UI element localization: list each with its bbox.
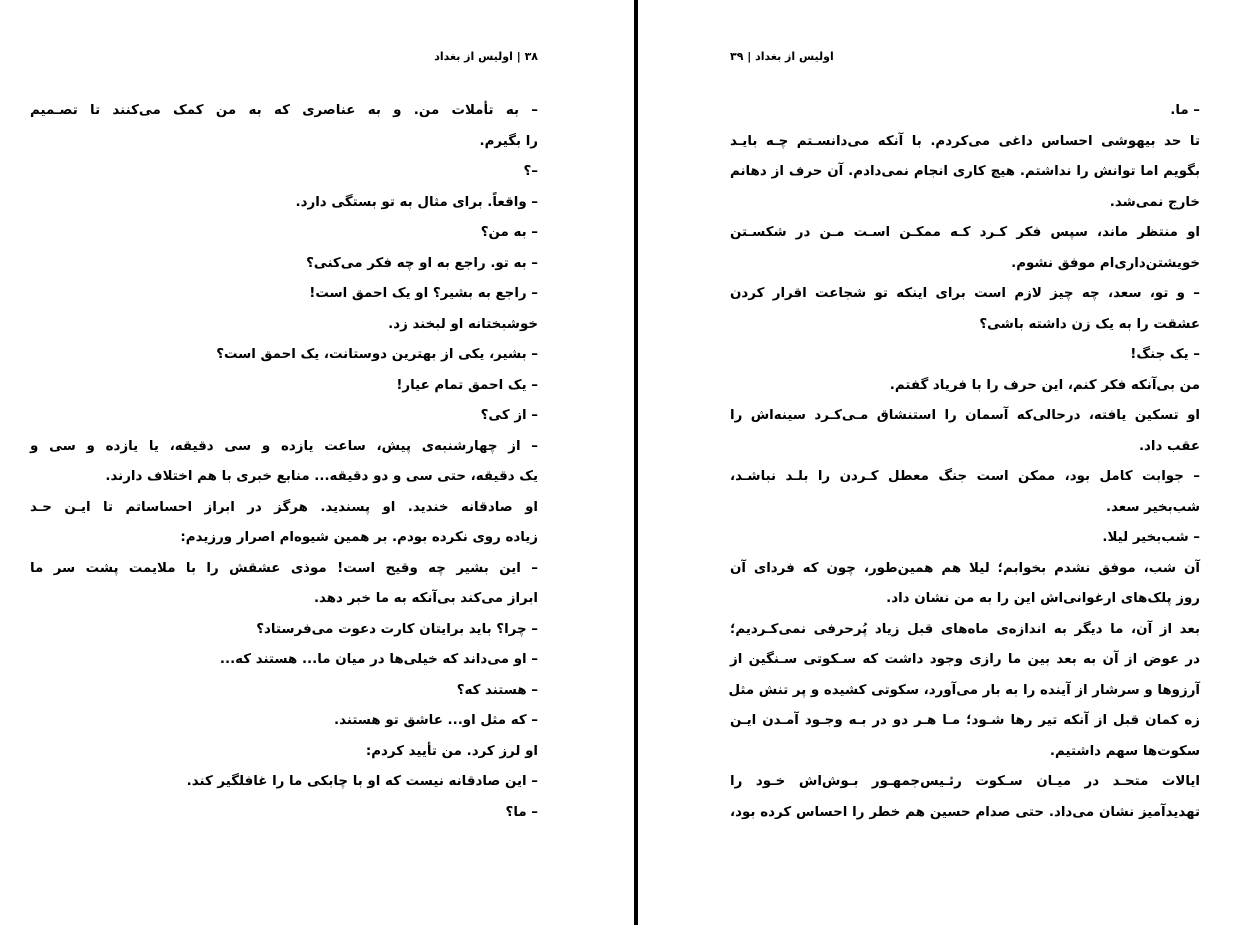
text-line: خوشبختانه او لبخند زد.: [388, 316, 538, 332]
text-line: عشقت را به یک زن داشته باشی؟: [979, 316, 1200, 332]
text-line: – ما.: [1170, 103, 1200, 118]
text-line: ابراز می‌کند بی‌آنکه به ما خبر دهد.: [313, 591, 538, 606]
text-line: او صادقانه خندید. او پسندید. هرگز در ابراز احساساتم تا ایـن حـد: [30, 499, 538, 515]
text-line: خویشتن‌داری‌ام موفق نشوم.: [1011, 255, 1200, 271]
text-line: – به تو. راجع به او چه فکر می‌کنی؟: [306, 255, 538, 271]
text-line: تهدیدآمیز نشان می‌داد. حتی صدام حسین هم خطر را احساس کرده بود،: [730, 804, 1200, 820]
text-line: – جوابت کامل بود، ممکن است جنگ معطل کـردن را بلـد نباشـد،: [730, 469, 1200, 484]
text-line: – به من؟: [480, 225, 538, 240]
text-line: شب‌بخیر سعد.: [1105, 499, 1200, 515]
text-line: را بگیرم.: [479, 133, 538, 149]
book-gutter: [634, 0, 638, 925]
text-line: زیاده روی نکرده بودم. بر همین شیوه‌ام اصرار ورزیدم:: [180, 530, 538, 545]
text-line: خارج نمی‌شد.: [1109, 194, 1200, 210]
text-line: – این صادقانه نیست که او با چابکی ما را غافلگیر کند.: [186, 774, 538, 789]
text-line: – او می‌داند که خیلی‌ها در میان ما... هستند که...: [219, 652, 538, 667]
text-line: سکوت‌ها سهم داشتیم.: [1049, 743, 1200, 759]
text-line: در عوض از آن به بعد بین ما رازی وجود داشت که سـکوتی سـنگین از: [730, 652, 1200, 667]
text-line: – شب‌بخیر لیلا.: [1102, 530, 1200, 545]
text-line: یک دقیقه، حتی سی و دو دقیقه... منابع خبری با هم اختلاف دارند.: [105, 469, 538, 484]
text-line: – چرا؟ باید برایتان کارت دعوت می‌فرستاد؟: [256, 621, 538, 637]
left-page-text: [30, 96, 538, 828]
left-page: [30, 0, 538, 925]
text-line: – و تو، سعد، چه چیز لازم است برای اینکه تو شجاعت اقرار کردن: [730, 286, 1200, 301]
text-line: او تسکین یافته، درحالی‌که آسمان را استنشاق مـی‌کـرد سینه‌اش را: [730, 408, 1200, 423]
text-line: – راجع به بشیر؟ او یک احمق است!: [309, 286, 538, 301]
text-line: تا حد بیهوشی احساس داغی می‌کردم. با آنکه می‌دانسـتم چـه بایـد: [730, 133, 1200, 149]
text-line: – از کی؟: [480, 408, 538, 423]
text-line: – یک جنگ!: [1130, 347, 1200, 362]
text-line: ایالات متحـد در میـان سـکوت رئـیس‌جمهـور بـوش‌اش خـود را: [730, 774, 1200, 789]
text-line: – واقعاً. برای مثال به تو بستگی دارد.: [295, 194, 538, 210]
text-line: آن شب، موفق نشدم بخوابم؛ لیلا هم همین‌طور، چون که فردای آن: [730, 560, 1200, 576]
text-line: او منتظر ماند، سپس فکر کـرد کـه ممکـن اسـت مـن در شکسـتن: [730, 225, 1200, 240]
text-line: بعد از آن، ما دیگر به اندازه‌ی ماه‌های قبل زیاد پُرحرفی نمی‌کـردیم؛: [730, 621, 1200, 637]
text-line: آرزوها و سرشار از آینده را به بار می‌آورد، سکوتی کشیده و پر تنش مثل: [728, 682, 1200, 698]
left-page-header: ۳۸ | اولیس از بغداد: [434, 50, 538, 63]
text-line: عقب داد.: [1138, 438, 1200, 454]
text-line: – یک احمق تمام عیار!: [396, 377, 538, 393]
right-page-header: اولیس از بغداد | ۳۹: [730, 50, 834, 63]
text-line: او لرز کرد. من تأیید کردم:: [365, 743, 538, 759]
text-line: – ما؟: [505, 804, 538, 820]
text-line: – که مثل او... عاشق تو هستند.: [334, 713, 538, 728]
text-line: بگویم اما توانش را نداشتم. هیچ کاری انجام نمی‌دادم. آن حرف از دهانم: [730, 164, 1200, 179]
text-line: روز پلک‌های ارغوانی‌اش این را به من نشان داد.: [886, 591, 1200, 606]
right-page: [730, 0, 1200, 925]
text-line: –؟: [523, 164, 538, 179]
text-line: – هستند که؟: [456, 682, 538, 698]
right-page-text: [730, 96, 1200, 828]
text-line: – از چهارشنبه‌ی پیش، ساعت یازده و سی دقیقه، یا یازده و سی و: [30, 438, 538, 454]
text-line: – به تأملات من. و به عناصری که به من کمک می‌کنند تا تصـمیم: [30, 103, 538, 118]
text-line: من بی‌آنکه فکر کنم، این حرف را با فریاد گفتم.: [889, 377, 1200, 393]
text-line: – بشیر، یکی از بهترین دوستانت، یک احمق است؟: [216, 347, 538, 362]
text-line: زه کمان قبل از آنکه تیر رها شـود؛ مـا هـر دو در بـه وجـود آمـدن ایـن: [730, 713, 1200, 728]
text-line: – این بشیر چه وقیح است! موذی عشقش را با ملایمت پشت سر ما: [30, 560, 538, 576]
